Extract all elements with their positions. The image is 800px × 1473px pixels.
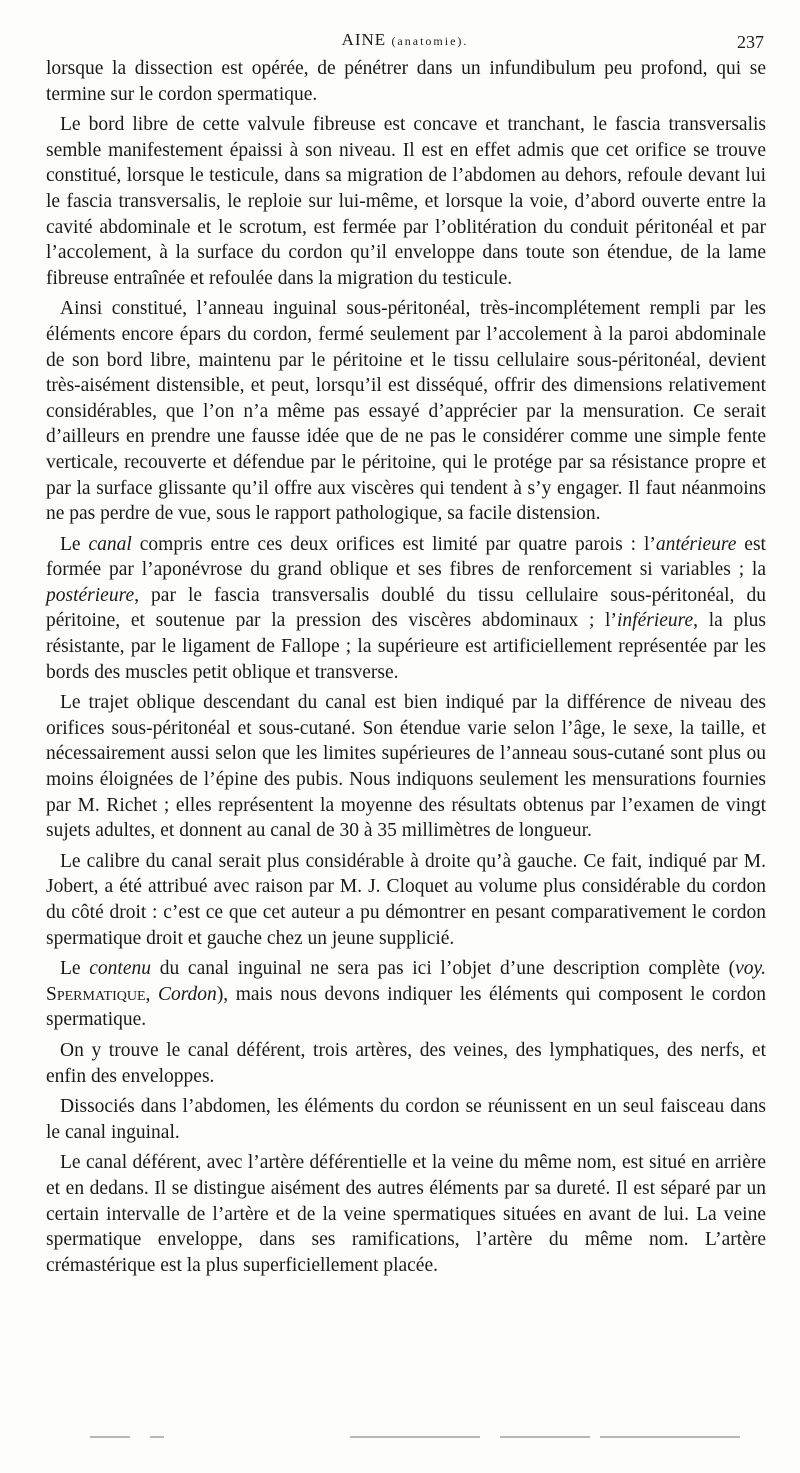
paragraph-text: Le calibre du canal serait plus considérable à droite qu’à gauche. Ce fait, indiqué par M. Jobert, a été attribué avec raison par M. J. Cloquet au volume plus considérable du cordon du côté droit : c’est ce que cet auteur a pu démontrer en pesant comparativement le cordon spermatique droit et gauche chez un jeune supplicié. <box>46 850 766 949</box>
paragraph <box>46 956 766 1033</box>
paragraph <box>46 1094 766 1145</box>
italic-term: postérieure <box>46 584 135 606</box>
page-header <box>46 30 764 56</box>
paragraph <box>46 849 766 951</box>
page-number: 237 <box>737 32 764 52</box>
paragraph-text: Le canal déférent, avec l’artère déférentielle et la veine du même nom, est situé en arrière et en dedans. Il se distingue aisément des autres éléments par sa dureté. Il est séparé par un certain intervalle de l’artère et de la veine spermatiques situées en avant de lui. La veine spermatique enveloppe, dans ses ramifications, l’artère du même nom. L’artère crémastérique est la plus superficiellement placée. <box>46 1152 766 1276</box>
paragraph-text: lorsque la dissection est opérée, de pénétrer dans un infundibulum peu profond, qui se termine sur le cordon spermatique. <box>46 58 766 105</box>
paragraph <box>46 1150 766 1278</box>
paragraph <box>46 56 766 107</box>
paragraph <box>46 296 766 526</box>
paragraph-text: est formée par l’aponévrose du grand oblique et ses fibres de renforcement si variables ; la <box>46 533 766 581</box>
paragraph-text: On y trouve le canal déférent, trois artères, des veines, des lymphatiques, des nerfs, et enfin des enveloppes. <box>46 1039 766 1087</box>
paragraph-text: , par le fascia transversalis doublé du tissu cellulaire sous-péritonéal, du péritoine, et soutenue par la pression des viscères abdominaux ; l’ <box>46 584 766 632</box>
paragraph-text: Le bord libre de cette valvule fibreuse est concave et tranchant, le fascia transversalis semble manifestement épaissi à son niveau. Il est en effet admis que cet orifice se trouve constitué, lorsque le testicule, dans sa migration de l’abdomen au dehors, refoule devant lui le fascia transversalis, le reploie sur lui-même, et lorsque la voie, d’abord ouverte entre la cavité abdominale et le scrotum, est fermée par l’oblitération du conduit péritonéal et par l’accolement, à la surface du cordon qu’il enveloppe dans toute son étendue, de la lame fibreuse entraînée et refoulée dans la migration du testicule. <box>46 114 766 289</box>
paragraph-text: ), mais nous devons indiquer les éléments qui composent le cordon spermatique. <box>46 983 767 1031</box>
paragraph-text: , <box>145 983 158 1005</box>
italic-term: inférieure <box>616 610 694 632</box>
italic-term: Cordon <box>157 983 217 1005</box>
paragraph-text: Le <box>60 533 89 555</box>
paragraph-text: Ainsi constitué, l’anneau inguinal sous-péritonéal, très-incomplétement rempli par les éléments encore épars du cordon, fermé seulement par l’accolement à la paroi abdominale de son bord libre, maintenu par le péritoine et le tissu cellulaire sous-péritonéal, devient très-aisément distensible, et peut, lorsqu’il est disséqué, offrir des dimensions relativement considérables, que l’on n’a même pas essayé d’apprécier par la mensuration. Ce serait d’ailleurs en prendre une fausse idée que de ne pas le considérer comme une simple fente verticale, recouverte et défendue par le péritoine, qui le protége par sa résistance propre et par la surface glissante qu’il offre aux viscères qui tendent à s’y engager. Il faut néanmoins ne pas perdre de vue, sous le rapport pathologique, sa facile distension. <box>46 298 766 525</box>
paragraph-text: Le <box>60 958 90 980</box>
running-title-subject: (anatomie). <box>391 34 469 48</box>
paragraph <box>46 532 766 686</box>
paragraph-text: compris entre ces deux orifices est limité par quatre parois : l’ <box>131 533 656 555</box>
body-text <box>46 56 766 1283</box>
paragraph <box>46 690 766 844</box>
small-caps-term: Spermatique <box>46 983 146 1005</box>
paragraph-text: Le trajet oblique descendant du canal est bien indiqué par la différence de niveau des orifices sous-péritonéal et sous-cutané. Son étendue varie selon l’âge, le sexe, la taille, et nécessairement aussi selon que les limites supérieures de l’anneau sous-cutané sont plus ou moins éloignées de l’épine des pubis. Nous indiquons seulement les mensurations fournies par M. Richet ; elles représentent la moyenne des résultats obtenus par l’examen de vingt sujets adultes, et donnent au canal de 30 à 35 millimètres de longueur. <box>46 692 766 842</box>
running-title-main: AINE <box>341 30 387 49</box>
italic-term: voy. <box>735 958 766 980</box>
paragraph-text: du canal inguinal ne sera pas ici l’objet d’une description complète ( <box>151 958 736 980</box>
italic-term: antérieure <box>655 533 737 555</box>
italic-term: canal <box>88 533 132 555</box>
paragraph-text: , la plus résistante, par le ligament de Fallope ; la supérieure est artificiellement représentée par les bords des muscles petit oblique et transverse. <box>46 610 766 683</box>
paragraph <box>46 112 766 291</box>
footer-print-noise <box>80 1436 740 1442</box>
running-title <box>46 30 764 50</box>
paragraph-text: Dissociés dans l’abdomen, les éléments du cordon se réunissent en un seul faisceau dans le canal inguinal. <box>46 1096 766 1143</box>
italic-term: contenu <box>89 958 152 980</box>
paragraph <box>46 1038 766 1089</box>
